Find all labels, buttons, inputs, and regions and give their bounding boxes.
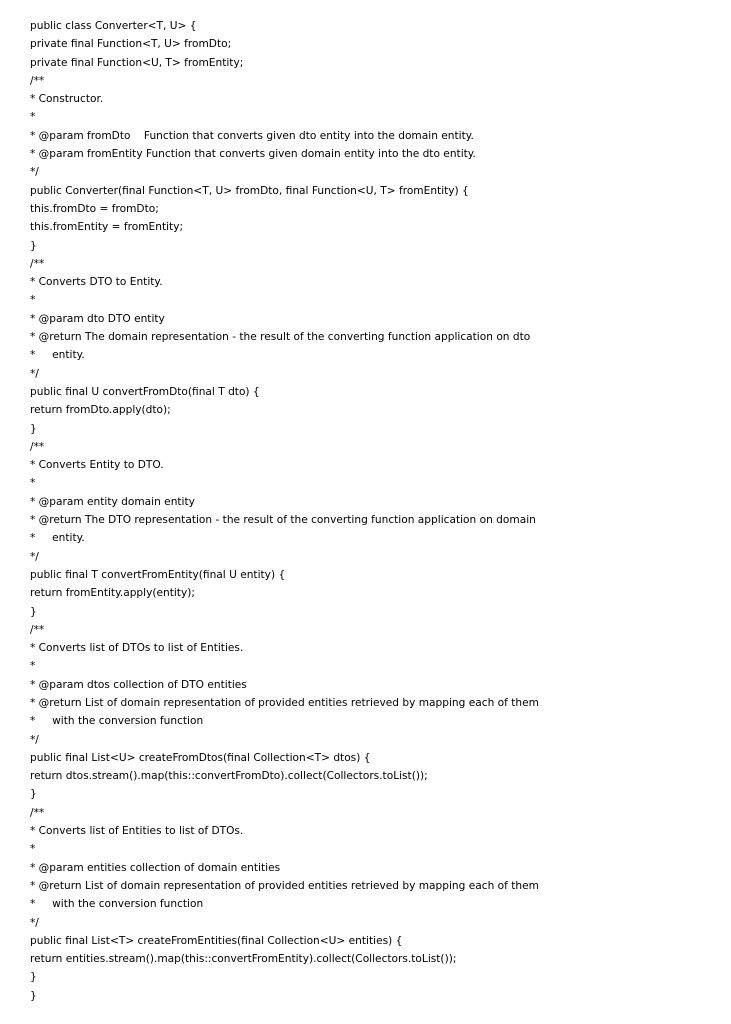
code-line: *	[30, 660, 36, 673]
code-line: return entities.stream().map(this::convertFromEntity).collect(Collectors.toList());	[30, 953, 457, 966]
code-line: public final List<U> createFromDtos(final Collection<T> dtos) {	[30, 751, 371, 764]
code-line: * @return List of domain representation of provided entities retrieved by mapping each of them	[30, 696, 539, 709]
code-line: * @param dtos collection of DTO entities	[30, 678, 247, 691]
code-line: }	[30, 239, 37, 252]
code-line: *	[30, 477, 36, 490]
code-line: public final T convertFromEntity(final U entity) {	[30, 568, 286, 581]
code-line: * Converts Entity to DTO.	[30, 459, 164, 472]
code-line: /**	[30, 440, 45, 453]
code-line: * Converts DTO to Entity.	[30, 276, 163, 289]
code-document	[30, 17, 720, 1005]
code-line: * with the conversion function	[30, 898, 204, 911]
code-line: * entity.	[30, 349, 85, 362]
code-line: * @param dto DTO entity	[30, 312, 165, 325]
code-line: * @param entity domain entity	[30, 495, 195, 508]
code-line: * @return The DTO representation - the result of the converting function application on domain	[30, 514, 536, 527]
code-line: *	[30, 294, 36, 307]
code-line: /**	[30, 74, 45, 87]
code-line: * @return List of domain representation of provided entities retrieved by mapping each of them	[30, 879, 539, 892]
code-line: * @param entities collection of domain entities	[30, 861, 281, 874]
code-line: public class Converter<T, U> {	[30, 20, 197, 32]
code-line: private final Function<T, U> fromDto;	[30, 38, 232, 51]
code-line: */	[30, 733, 39, 746]
code-line: }	[30, 788, 37, 801]
code-line: *	[30, 111, 36, 124]
code-line: */	[30, 916, 39, 929]
code-line: /**	[30, 806, 45, 819]
code-line: * Converts list of Entities to list of DTOs.	[30, 825, 244, 838]
code-line: return fromDto.apply(dto);	[30, 404, 171, 417]
code-line: /**	[30, 257, 45, 270]
code-line: * @return The domain representation - the result of the converting function application on dto	[30, 331, 531, 344]
code-line: * @param fromEntity Function that converts given domain entity into the dto entity.	[30, 148, 476, 161]
code-line: }	[30, 971, 37, 984]
code-line: return dtos.stream().map(this::convertFromDto).collect(Collectors.toList());	[30, 770, 428, 783]
code-line: */	[30, 550, 39, 563]
code-line: *	[30, 843, 36, 856]
code-line: * Converts list of DTOs to list of Entities.	[30, 642, 244, 655]
code-line: public final List<T> createFromEntities(final Collection<U> entities) {	[30, 934, 403, 947]
code-line: }	[30, 605, 37, 618]
code-line: this.fromDto = fromDto;	[30, 202, 159, 215]
code-line: * with the conversion function	[30, 715, 204, 728]
code-line: private final Function<U, T> fromEntity;	[30, 56, 244, 69]
code-line: return fromEntity.apply(entity);	[30, 587, 195, 600]
code-line: public Converter(final Function<T, U> fromDto, final Function<U, T> fromEntity) {	[30, 184, 469, 197]
code-line: */	[30, 166, 39, 179]
code-line: }	[30, 422, 37, 435]
code-line: */	[30, 367, 39, 380]
code-line: /**	[30, 623, 45, 636]
code-line: public final U convertFromDto(final T dto) {	[30, 385, 260, 398]
code-line: }	[30, 989, 37, 1002]
code-line: * entity.	[30, 532, 85, 545]
code-line: * @param fromDto Function that converts given dto entity into the domain entity.	[30, 129, 474, 142]
code-line: * Constructor.	[30, 93, 104, 106]
code-line: this.fromEntity = fromEntity;	[30, 221, 184, 234]
